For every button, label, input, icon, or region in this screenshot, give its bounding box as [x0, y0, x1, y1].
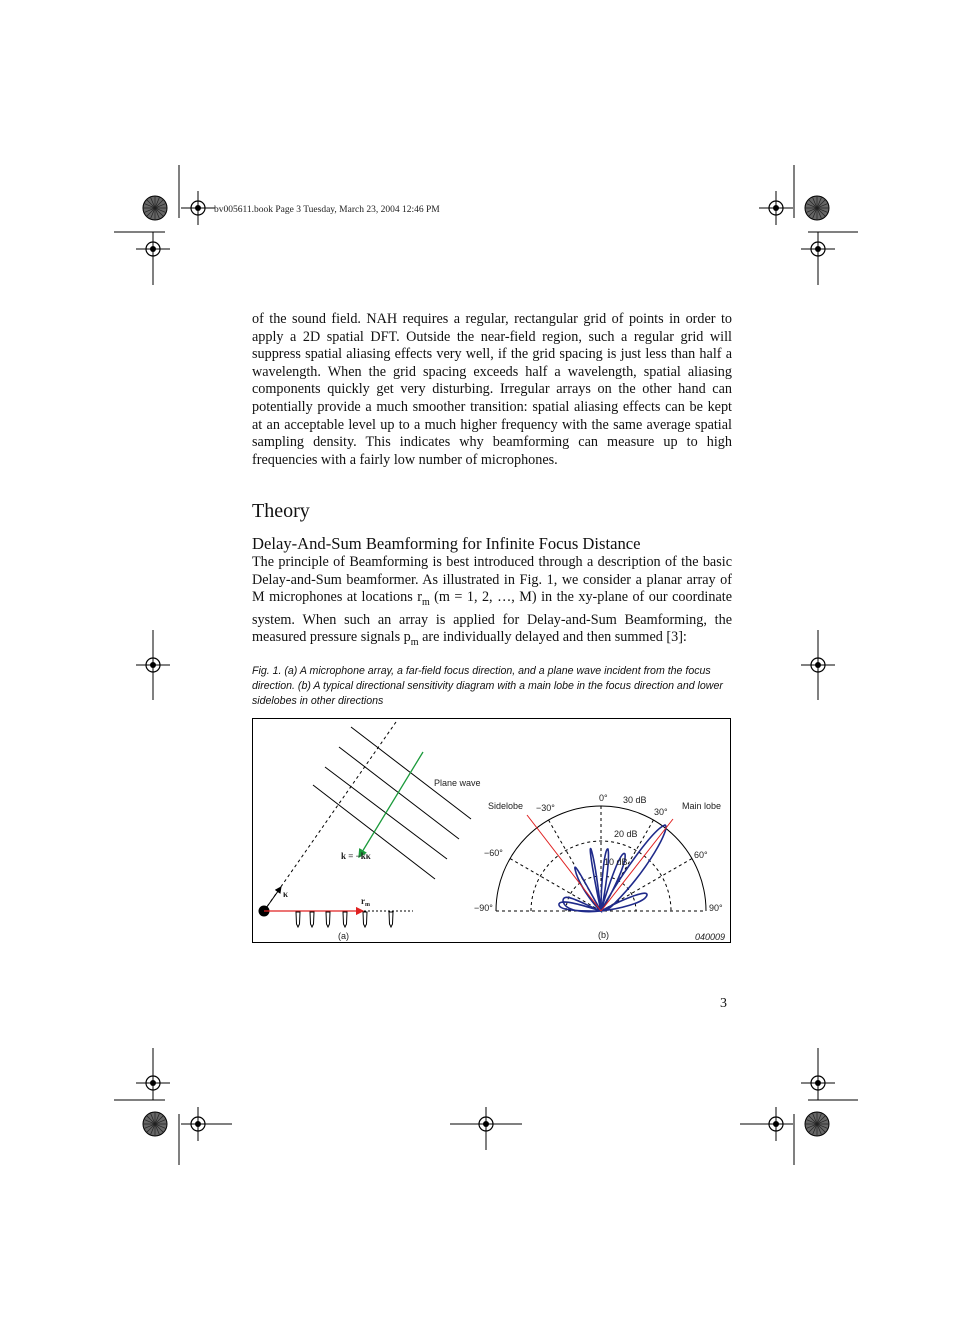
- main-lobe-label: Main lobe: [682, 801, 722, 811]
- registration-star-icon: [143, 1112, 167, 1136]
- db-30-label: 30 dB: [623, 795, 647, 805]
- figure-caption: Fig. 1. (a) A microphone array, a far-field focus direction, and a plane wave incident from the focus direction. (b) A typical directional sensitivity diagram with a main lobe in the focus direction and lower sidelobes in other directions: [252, 665, 723, 707]
- page-number: 3: [720, 996, 727, 1011]
- figure-1-drawing: [253, 719, 732, 944]
- db-20-label: 20 dB: [614, 829, 638, 839]
- subsection-title: Delay-And-Sum Beamforming for Infinite Focus Distance: [252, 534, 641, 553]
- section-title: Theory: [252, 500, 310, 522]
- angle-90-label: 90°: [709, 903, 723, 913]
- angle-minus-30-label: −30°: [536, 803, 555, 813]
- figure-code: 040009: [695, 932, 726, 942]
- k-label: k = −kκ: [341, 851, 371, 861]
- rm-label: $r_m$: [361, 896, 370, 908]
- theory-paragraph-block: [252, 554, 732, 652]
- label-b: (b): [598, 930, 609, 940]
- plane-wave-label: Plane wave: [434, 778, 481, 788]
- figure-1: [252, 718, 731, 943]
- label-a: (a): [338, 931, 349, 941]
- registration-star-icon: [805, 196, 829, 220]
- registration-target-icon: [759, 191, 793, 225]
- directivity-pattern: [559, 825, 666, 912]
- microphones: [296, 912, 393, 927]
- angle-30-label: 30°: [654, 807, 668, 817]
- theory-paragraph: The principle of Beamforming is best introduced through a description of the basic Delay-and-Sum beamformer. As illustrated in Fig. 1, we consider a planar array of M microphones at locations $r_m$ (m = 1, 2, …, M) in the xy-plane of our coordinate system. When such an array is applied for Delay-and-Sum Beamforming, the measured pressure signals $p_m$ are individually delayed and then summed [3]:: [252, 554, 732, 649]
- registration-star-icon: [143, 196, 167, 220]
- angle-minus-60-label: −60°: [484, 848, 503, 858]
- kappa-label: κ: [283, 889, 288, 899]
- print-slug: bv005611.book Page 3 Tuesday, March 23, 2004 12:46 PM: [214, 205, 440, 215]
- db-10-label: 10 dB: [604, 857, 628, 867]
- angle-0-label: 0°: [599, 793, 608, 803]
- registration-star-icon: [805, 1112, 829, 1136]
- intro-paragraph-block: [252, 311, 732, 469]
- angle-60-label: 60°: [694, 850, 708, 860]
- angle-minus-90-label: −90°: [474, 903, 493, 913]
- sidelobe-label: Sidelobe: [488, 801, 524, 811]
- focus-direction-line: [264, 722, 396, 911]
- registration-target-icon: [181, 191, 215, 225]
- intro-paragraph: of the sound field. NAH requires a regular, rectangular grid of points in order to apply a 2D spatial DFT. Outside the near-field region, such a regular grid will suppress spatial aliasing effects very well, if the grid spacing is just less than half a wavelength. When the grid spacing exceeds half a wavelength, spatial aliasing components quickly get very disturbing. Irregular arrays on the other hand can potentially provide a much smoother transition: spatial aliasing effects can be kept at an acceptable level up to a much higher frequency with the same average spatial sampling density. This indicates why beamforming can measure up to high frequencies with a fairly low number of microphones.: [252, 311, 732, 468]
- sidelobe-direction: [527, 815, 601, 911]
